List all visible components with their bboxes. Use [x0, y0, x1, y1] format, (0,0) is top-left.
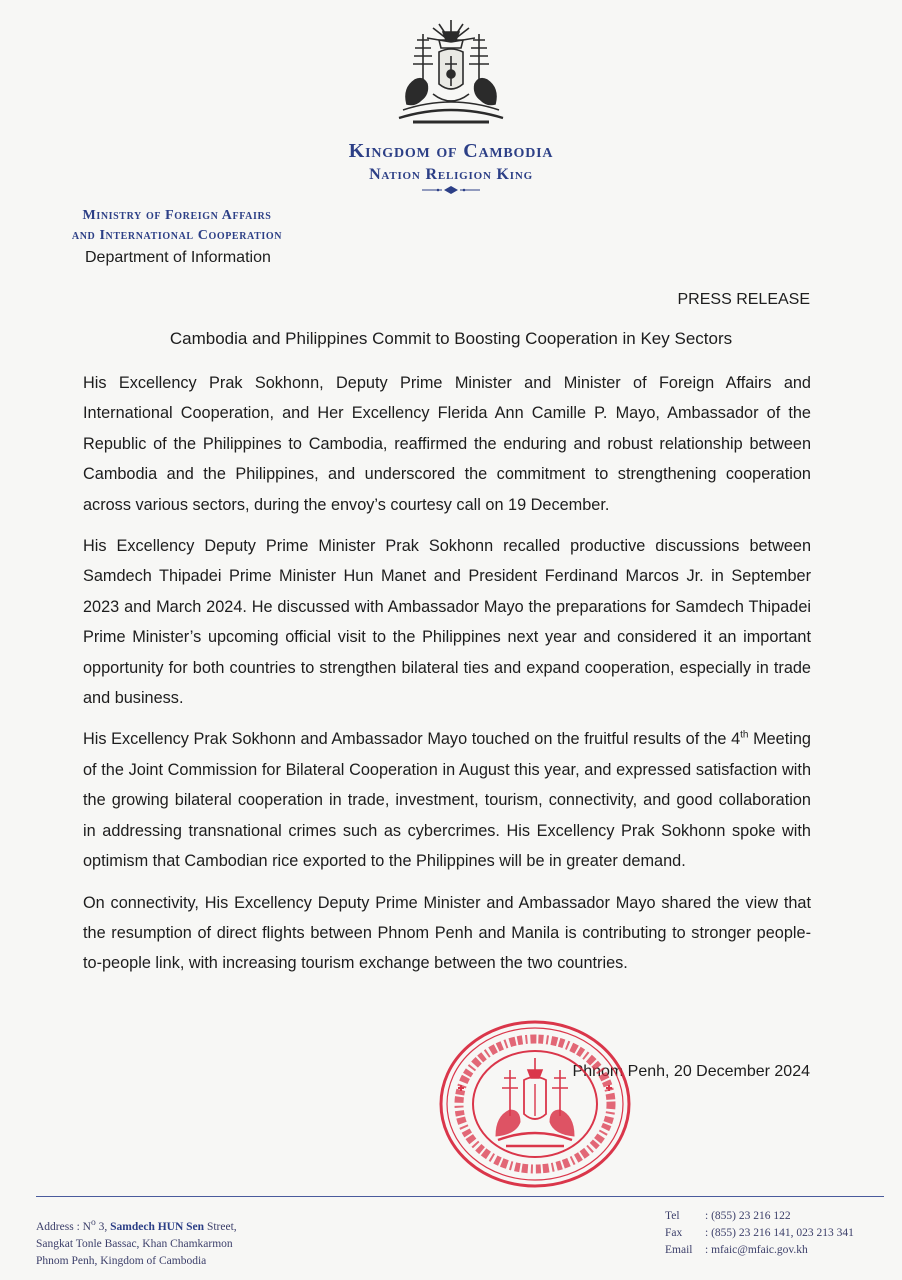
divider-ornament-icon: [420, 186, 482, 194]
paragraph-1: His Excellency Prak Sokhonn, Deputy Prime Minister and Minister of Foreign Affairs and International Cooperation, and Her Excellency Flerida Ann Camille P. Mayo, Ambassador of the Republic of the Philippines to Cambodia, reaffirmed the enduring and robust relationship between Cambodia and the Philippines, and underscored the commitment to strengthening cooperation across various sectors, during the envoy’s courtesy call on 19 December.: [83, 374, 811, 514]
address-street: Samdech HUN Sen: [110, 1220, 205, 1233]
dateline: Phnom Penh, 20 December 2024: [572, 1063, 810, 1080]
footer-address: [36, 1214, 237, 1270]
address-line-3: Phnom Penh, Kingdom of Cambodia: [36, 1254, 207, 1267]
kingdom-heading: [300, 140, 602, 186]
address-street-suffix: Street,: [204, 1220, 237, 1233]
ministry-line-1: Ministry of Foreign Affairs: [82, 208, 272, 223]
tel-value: : (855) 23 216 122: [705, 1210, 791, 1222]
fax-value: : (855) 23 216 141, 023 213 341: [705, 1227, 854, 1239]
contact-tel: [665, 1208, 854, 1225]
address-line-2: Sangkat Tonle Bassac, Khan Chamkarmon: [36, 1237, 233, 1250]
email-value[interactable]: : mfaic@mfaic.gov.kh: [705, 1244, 808, 1256]
paragraph-4: On connectivity, His Excellency Deputy Prime Minister and Ambassador Mayo shared the view that the resumption of direct flights between Phnom Penh and Manila is contributing to stronger people-to-people link, with increasing tourism exchange between the two countries.: [83, 893, 811, 973]
ministry-stamp-icon: [436, 1018, 634, 1190]
document-title: Cambodia and Philippines Commit to Boosting Cooperation in Key Sectors: [169, 329, 733, 348]
address-number-sup: o: [90, 1217, 96, 1228]
contact-fax: [665, 1225, 854, 1242]
paragraph-3-start: His Excellency Prak Sokhonn and Ambassador Mayo touched on the fruitful results of the 4: [83, 730, 741, 749]
footer-divider: [36, 1196, 884, 1197]
royal-coat-of-arms-icon: [393, 18, 509, 130]
ministry-heading: [32, 206, 322, 246]
paragraph-2: His Excellency Deputy Prime Minister Prak Sokhonn recalled productive discussions between Samdech Thipadei Prime Minister Hun Manet and President Ferdinand Marcos Jr. in September 2023 and March 2024. He discussed with Ambassador Mayo the preparations for Samdech Thipadei Prime Minister’s upcoming official visit to the Philippines next year and considered it an important opportunity for both countries to strengthen bilateral ties and expand cooperation, especially in trade and business.: [83, 537, 811, 708]
ministry-line-2: and International Cooperation: [71, 228, 283, 243]
kingdom-name: Kingdom of Cambodia: [348, 140, 554, 162]
address-number: 3,: [95, 1220, 111, 1233]
fax-label: Fax: [665, 1227, 683, 1239]
contact-email: [665, 1242, 854, 1259]
press-release-label: PRESS RELEASE: [677, 291, 810, 308]
email-label: Email: [665, 1244, 693, 1256]
paragraph-3: [83, 724, 811, 876]
address-line-1: [36, 1214, 237, 1236]
department-name: Department of Information: [85, 249, 271, 266]
document-body: [83, 368, 811, 990]
tel-label: Tel: [665, 1210, 680, 1222]
paragraph-3-rest: Meeting of the Joint Commission for Bilateral Cooperation in August this year, and expressed satisfaction with the growing bilateral cooperation in trade, investment, tourism, connectivity, and good collaboration in addressing transnational crimes such as cybercrimes. His Excellency Prak Sokhonn spoke with optimism that Cambodian rice exported to the Philippines will be in greater demand.: [83, 730, 811, 871]
ordinal-suffix: th: [740, 730, 749, 742]
footer-contact: [665, 1208, 854, 1259]
national-motto: Nation Religion King: [369, 166, 533, 183]
address-label: Address : N: [36, 1220, 91, 1233]
